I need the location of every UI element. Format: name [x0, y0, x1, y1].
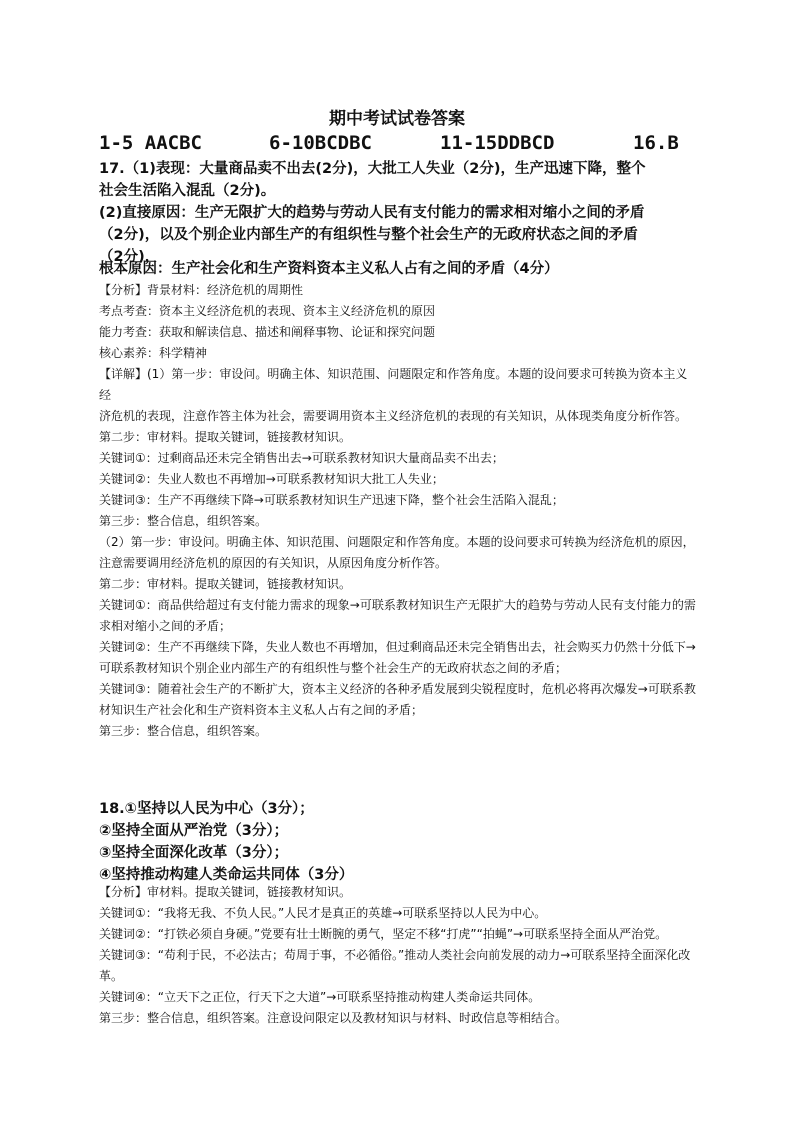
explanation-line: 关键词②：“打铁必须自身硬。”党要有壮士断腕的勇气，坚定不移“打虎”“拍蝇”→可联系坚持全面从严治党。 — [99, 927, 668, 941]
q18-answer-line: ③坚持全面深化改革（3分）； — [99, 845, 289, 861]
explanation-line: 材知识生产社会化和生产资料资本主义私人占有之间的矛盾； — [99, 703, 424, 717]
explanation-line: 关键词④：“立天下之正位，行天下之大道”→可联系坚持推动构建人类命运共同体。 — [99, 990, 541, 1004]
q17-b-line: （2分)，以及个别企业内部生产的有组织性与整个社会生产的无政府状态之间的矛盾 — [99, 227, 638, 243]
explanation-line: 关键词③：随着社会生产的不断扩大，资本主义经济的各种矛盾发展到尖锐程度时，危机必将再次爆发→可联系教 — [99, 682, 696, 696]
explanation-line: 求相对缩小之间的矛盾； — [99, 619, 232, 633]
explanation-line: 可联系教材知识个别企业内部生产的有组织性与整个社会生产的无政府状态之间的矛盾； — [99, 661, 568, 675]
explanation-line: 能力考查：获取和解读信息、描述和阐释事物、论证和探究问题 — [99, 325, 436, 339]
q17-a-line: 社会生活陷入混乱（2分)。 — [99, 183, 276, 199]
explanation-line: （2）第一步：审设问。明确主体、知识范围、问题限定和作答角度。本题的设问要求可转换为经济危机的原因， — [99, 535, 695, 549]
answer-11-15: 11-15DDBCD — [440, 132, 555, 154]
explanation-line: 革。 — [99, 969, 124, 983]
q18-answer — [99, 798, 699, 886]
explanation-line: 第二步：审材料。提取关键词，链接教材知识。 — [99, 430, 352, 444]
explanation-line: 关键词②：失业人数也不再增加→可联系教材知识大批工人失业； — [99, 472, 444, 486]
explanation-line: 第二步：审材料。提取关键词，链接教材知识。 — [99, 577, 352, 591]
explanation-line: 济危机的表现，注意作答主体为社会，需要调用资本主义经济危机的表现的有关知识，从体现类角度分析作答。 — [99, 409, 688, 423]
choice-answers — [99, 132, 709, 158]
answer-16: 16.B — [633, 132, 679, 154]
explanation-line: 关键词①：商品供给超过有支付能力需求的现象→可联系教材知识生产无限扩大的趋势与劳动人民有支付能力的需 — [99, 598, 696, 612]
page-title: 期中考试试卷答案 — [329, 109, 465, 129]
explanation-line: 【分析】背景材料：经济危机的周期性 — [99, 283, 304, 297]
explanation-line: 关键词②：生产不再继续下降，失业人数也不再增加，但过剩商品还未完全销售出去，社会购买力仍然十分低下→ — [99, 640, 696, 654]
explanation-line: 核心素养：科学精神 — [99, 346, 208, 360]
answer-6-10: 6-10BCDBC — [269, 132, 372, 154]
explanation-line: 关键词③：“苟利于民，不必法古；苟周于事，不必循俗。”推动人类社会向前发展的动力→可联系坚持全面深化改 — [99, 948, 691, 962]
q18-answer-line: 18.①坚持以人民为中心（3分）； — [99, 801, 314, 817]
q18-answer-line: ②坚持全面从严治党（3分）； — [99, 823, 289, 839]
q17-b-line: (2)直接原因：生产无限扩大的趋势与劳动人民有支付能力的需求相对缩小之间的矛盾 — [99, 205, 645, 221]
answer-1-5: 1-5 AACBC — [99, 132, 202, 154]
q17-a-line: 17.（1)表现：大量商品卖不出去(2分)，大批工人失业（2分)，生产迅速下降，整个 — [99, 161, 646, 177]
explanation-line: 关键词①：过剩商品还未完全销售出去→可联系教材知识大量商品卖不出去； — [99, 451, 504, 465]
explanation-line: 第三步：整合信息，组织答案。 — [99, 514, 268, 528]
explanation-line: 第三步：整合信息，组织答案。 — [99, 724, 268, 738]
explanation-line: 关键词③：生产不再继续下降→可联系教材知识生产迅速下降，整个社会生活陷入混乱； — [99, 493, 564, 507]
q18-explanation — [99, 882, 699, 1029]
explanation-line: 关键词①：“我将无我、不负人民。”人民才是真正的英雄→可联系坚持以人民为中心。 — [99, 906, 547, 920]
explanation-line: 【详解】(1）第一步：审设问。明确主体、知识范围、问题限定和作答角度。本题的设问要求可转换为资本主义经 — [99, 367, 688, 402]
explanation-line: 注意需要调用经济危机的原因的有关知识，从原因角度分析作答。 — [99, 556, 448, 570]
q17-part1-answer — [99, 158, 699, 202]
explanation-line: 考点考查：资本主义经济危机的表现、资本主义经济危机的原因 — [99, 304, 436, 318]
q17-b-line: （2分)， — [99, 249, 160, 265]
q18-answer-line: ④坚持推动构建人类命运共同体（3分） — [99, 867, 354, 883]
q17-explanation — [99, 280, 699, 742]
explanation-line: 【分析】审材料。提取关键词，链接教材知识。 — [99, 885, 352, 899]
q17-root-cause: 根本原因：生产社会化和生产资料资本主义私人占有之间的矛盾（4分） — [99, 261, 559, 277]
explanation-line: 第三步：整合信息，组织答案。注意设问限定以及教材知识与材料、时政信息等相结合。 — [99, 1011, 568, 1025]
